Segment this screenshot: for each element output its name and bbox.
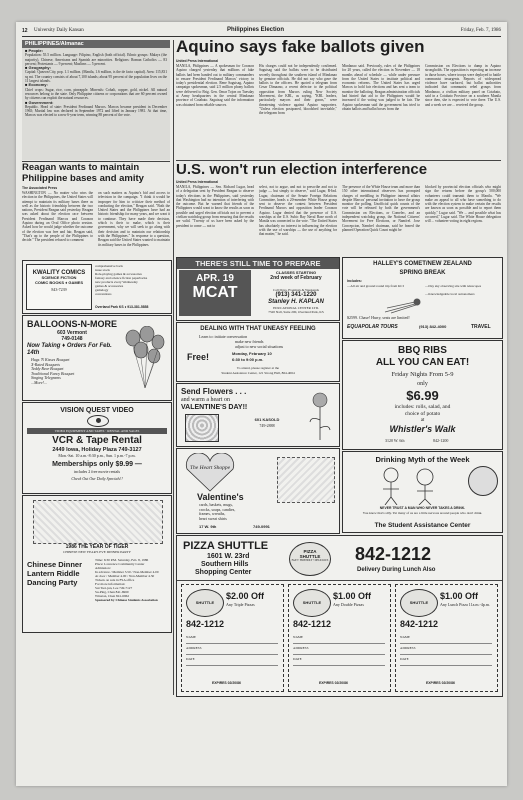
- coupon-price: $1.00 Off: [333, 591, 372, 601]
- balloons-item: Singing Telegrams: [31, 375, 61, 381]
- credit-reagan: The Associated Press: [22, 186, 58, 190]
- flowers-shop-address: 601 KASOLD: [254, 417, 280, 422]
- kwality-address: Overland Park KS ♦ 913-381-5858: [95, 305, 149, 309]
- pizza-logo-text: PIZZA: [303, 549, 317, 554]
- kwality-list-item: fantasy and science fiction paperbacks: [95, 276, 148, 280]
- coupon-phone: 842-1212: [293, 619, 332, 629]
- bbq-at: at: [420, 418, 425, 423]
- coupon-name-label: NAME: [400, 635, 410, 639]
- flowers-line-1: Send Flowers . . .: [181, 387, 247, 396]
- myth-caption: NEVER TRUST A MAN WHO NEVER TAKES A DRINK.: [379, 506, 466, 510]
- almanac-economy-heading: ■ Economy:: [25, 82, 48, 88]
- bbq-only: only: [417, 381, 428, 387]
- credit-aquino: United Press International: [176, 59, 219, 63]
- halley-includes: Includes:: [347, 279, 362, 283]
- vision-eye-icon: [87, 415, 109, 427]
- pizza-address-3: Shopping Center: [195, 569, 252, 576]
- credit-us: United Press International: [176, 180, 219, 184]
- pizza-phone: 842-1212: [355, 544, 432, 564]
- ad-kwality-comics: [22, 260, 172, 314]
- lantern-title-3: Dancing Party: [27, 578, 78, 587]
- balloon-bunch-icon: [123, 326, 167, 396]
- lantern-detail: At door / Member 4.00 / Non-Member 4.50: [95, 574, 155, 578]
- coupon-price: $1.00 Off: [440, 591, 479, 601]
- issue-date: Friday, Feb. 7, 1986: [460, 28, 501, 33]
- lantern-year: 1986 THE YEAR OF TIGER: [65, 544, 129, 550]
- aquino-col-2: His charges could not be independently confirmed. Saguisag said the ballots were to be distributed secretly throughout the southern island of Mindanao by genuine officials. He did not say who gave the ballots to the officers. He quoted a telegram from Cesar Dimaano, a recent defector to the political opposition from Marcos ruling New Society Movement, the KBL, as saying, "KBL leaders, particularly mayors and their goons," were threatening violence against Aquino supporters. "Unless election postponed, bloodshed inevitable," the telegram from: [259, 64, 337, 116]
- almanac-people: Population: 55.5 million. Language: Filipino, English (both official). Ethnic groups: Malays (the majority), Chinese, Americans and Spanish are minorities. Religions: Roman Catholics — 83 percent; Protestants — 9 percent; Muslims — 5 percent.: [25, 53, 167, 66]
- bbq-includes-2: choice of potato: [404, 411, 441, 417]
- lantern-title-2: Lantern Riddle: [27, 569, 80, 578]
- student-center-seal: [468, 466, 498, 496]
- pizza-address-2: Southern Hills: [201, 561, 249, 568]
- bbq-phone: 842-1200: [433, 438, 449, 443]
- almanac-government: Republic. Head of state: President Ferdinand Marcos. Marcos became president in December 1965; Martial law was declared in September 1972 and lifted in January 1981. At that time, Marcos was elected to a new 6-year term, winning 88 percent of the vote.: [25, 104, 167, 118]
- kaplan-phone: (913) 341-1220: [275, 292, 317, 298]
- balloons-tagline: Now Taking ♦ Orders For Feb. 14th: [27, 343, 112, 356]
- rose-icon: [305, 390, 335, 442]
- vision-hours: Mon.-Sat. 10 a.m.-8:30 p.m., Sun. 1 p.m.-7 p.m.: [58, 453, 136, 458]
- heart-shoppe-script: The Heart Shoppe: [189, 465, 231, 471]
- halley-title: HALLEY'S COMET/NEW ZEALAND: [373, 261, 472, 267]
- bbq-price: $6.99: [406, 388, 439, 403]
- kwality-list: [95, 264, 167, 296]
- uneasy-when: Monday, February 10: [232, 351, 272, 356]
- heart-item: crocks, soaps, candies,: [199, 506, 236, 512]
- newspaper-page: [16, 22, 507, 786]
- coupon-date-label: DATE: [400, 657, 409, 661]
- kaplan-test: MCAT: [192, 284, 238, 301]
- ad-vision-quest: [22, 402, 172, 494]
- coupon-expires: EXPIRES 02/20/86: [319, 681, 348, 685]
- heart-item: heart sweat shirts: [199, 515, 227, 521]
- pizza-logo-text: FAST • FRIENDLY • DELICIOUS: [291, 559, 329, 562]
- kwality-list-item: comprehensive back: [95, 264, 123, 268]
- kwality-phone: 843-7239: [51, 287, 67, 293]
- us-col-1: MANILA, Philippines — Sen. Richard Lugar, head of a delegation sent by President Reagan to observe today's elections in the Philippines, said yesterday that Washington had no intention of interfering with the outcome. But he warned that friends of the Philippines would want to know the results as soon as possible and urged election officials not to prevent a civilian watchdog group from ensuring that the results are valid. "Twenty of us have been asked by the president to come — not to: [176, 185, 254, 228]
- coupon-phone: 842-1212: [400, 619, 439, 629]
- coupon-address-label: ADDRESS: [400, 646, 416, 650]
- bbq-brand: Whistler's Walk: [389, 424, 456, 434]
- heart-title: Valentine's: [197, 492, 244, 502]
- uneasy-line-1: Learn to: initiate conversation: [199, 334, 248, 339]
- pizza-coupon-logo: [400, 589, 438, 617]
- kaplan-brand: Stanley H. KAPLAN: [268, 299, 324, 305]
- halley-subtitle: SPRING BREAK: [399, 270, 446, 276]
- kwality-list-item: new products every Wednesday: [95, 280, 138, 284]
- uneasy-free: Free!: [187, 352, 210, 362]
- balloons-address: 603 Vermont: [57, 330, 87, 336]
- coupon-name-label: NAME: [293, 635, 303, 639]
- pizza-logo-text: SHUTTLE: [195, 600, 215, 605]
- uneasy-title: DEALING WITH THAT UNEASY FEELING: [200, 326, 316, 332]
- heart-phone: 749-0991: [253, 524, 270, 529]
- coupon-address-label: ADDRESS: [293, 646, 309, 650]
- aquino-col-4: Commission on Elections to dump in Aquino strongholds. The opposition is expecting an increase in those boxes, where troops were deployed to battle communist insurgents. Reports of widespread violence have surfaced, but ballot authorities indicated that communist rebel groups from Mindanao, a civilian military panel on Cotabato, said in a Cotabato Province on a southern Manila since then, she is expected to vote there. The U.S. and a week we are ... received the group.: [425, 64, 501, 107]
- pizza-logo-text: SHUTTLE: [302, 600, 322, 605]
- ad-halleys-comet: [342, 257, 503, 339]
- pizza-delivery: Delivery During Lunch Also: [357, 567, 436, 573]
- lantern-detail: For more information:: [95, 582, 126, 586]
- masthead: [22, 28, 501, 37]
- gift-basket-illustration: [277, 457, 335, 503]
- vision-membership-note: includes 2 free movie rentals: [73, 469, 121, 474]
- balloons-name: BALLOONS-N-MORE: [27, 319, 117, 329]
- lantern-cn: CHINESE NEW YEAR'S EVE DINNER PARTY: [63, 550, 131, 554]
- kaplan-banner: THERE'S STILL TIME TO PREPARE: [177, 258, 339, 269]
- cartoon-figures-illustration: [363, 465, 463, 505]
- almanac-people-heading: ■ People:: [25, 48, 43, 53]
- halley-phone: (913) 842-4000: [419, 324, 447, 329]
- halley-include-2: —Day sky observing site with telescopes: [425, 284, 482, 288]
- coupon-date-label: DATE: [293, 657, 302, 661]
- tiger-illustration: [33, 500, 163, 544]
- section-title: Philippines Election: [227, 27, 285, 33]
- kaplan-brand-sub: EDUCATIONAL CENTER LTD.: [273, 306, 319, 310]
- ad-pizza-shuttle: [176, 535, 503, 697]
- ad-heart-shoppe: [176, 448, 340, 534]
- pizza-address-1: 1601 W. 23rd: [207, 553, 250, 560]
- heart-items: [199, 503, 235, 521]
- halley-include-3: —Knowledgeable local astronomers: [425, 292, 475, 296]
- balloons-item: Teddy Bear Bouquet: [31, 366, 64, 372]
- heart-item: cards, baskets, mugs,: [199, 502, 233, 507]
- vision-membership: Memberships only $9.99 —: [52, 461, 142, 468]
- pizza-coupon[interactable]: [288, 584, 391, 692]
- ad-kaplan-mcat: [176, 257, 340, 321]
- myth-center: The Student Assistance Center: [374, 522, 471, 529]
- coupon-desc: Any Triple Pizzas: [226, 602, 255, 607]
- kaplan-classes-week: 2nd week of February: [270, 275, 322, 281]
- kaplan-address: 7520 Nall, Suite 200, Overland Park, KS: [268, 310, 324, 314]
- bbq-includes: includes: rolls, salad, and: [394, 404, 451, 410]
- lantern-detail: Admission:: [95, 566, 111, 570]
- flower-bouquet-icon: [185, 414, 219, 442]
- balloons-item: Traditional Fancy Bouquet: [31, 370, 75, 376]
- vision-name: VISION QUEST VIDEO: [60, 407, 134, 414]
- vision-address: 2449 Iowa, Holiday Plaza 749-3127: [52, 447, 142, 453]
- ad-balloons-n-more: [22, 315, 172, 401]
- coupon-expires: EXPIRES 02/20/86: [426, 681, 455, 685]
- almanac-economy: Chief crops: Sugar, rice, corn, pineapple. Minerals: Cobalt, copper, gold, nickel. All natural resources belong to the state. Only Philippine citizens or corporations that are 60 percent owned by citizens can exploit the natural resources.: [25, 87, 167, 101]
- almanac-geography: Capital: Quezon City, pop. 1.1 million. (Manila, 1.6 million, is the de facto capital). Area: 115,831 sq mi. The country consists of about 7,100 islands; about 95 percent of the population lives on the 11 largest islands.: [25, 70, 167, 84]
- headline-aquino: Aquino says fake ballots given: [176, 37, 425, 56]
- kwality-list-item: Role-playing games & accessories: [95, 272, 142, 276]
- ad-send-flowers: [176, 383, 340, 447]
- coupon-name-label: NAME: [186, 635, 196, 639]
- almanac-box: [22, 40, 170, 160]
- uneasy-line-2: make new friends: [235, 339, 264, 344]
- pizza-coupon[interactable]: [181, 584, 284, 692]
- paper-name: University Daily Kansan: [34, 28, 84, 33]
- coupon-phone: 842-1212: [186, 619, 225, 629]
- reagan-col-1: WASHINGTON — No matter who wins the election in the Philippines, the United States will attempt to maintain its military bases there as well as the historic friendship between the two nations, President Reagan said yesterday. Reagan was asked about the election race between President Ferdinand Marcos and Corazon Aquino during an Oval Office photo session. Asked how he would judge whether the outcome of the election was free and fair, Reagan said, "That's up to the people of the Philippines to decide." The president refused to comment: [22, 191, 93, 243]
- lantern-detail: Winston, Chen 841-6962: [95, 594, 130, 598]
- heart-address: 17 W. 9th: [199, 524, 217, 529]
- kaplan-call: Call Days, Evenings & Weekends: [273, 288, 319, 292]
- halley-price: $2599. Chase! Hurry, seats are limited!: [347, 315, 410, 320]
- heart-icon: [183, 453, 237, 493]
- pizza-logo-text: SHUTTLE: [409, 600, 429, 605]
- lantern-detail: In advance / Member 3.50 / Non-Member 4.00: [95, 570, 159, 574]
- headline-reagan: Reagan wants to maintain Philippine bases and amity: [22, 162, 144, 184]
- pizza-coupon-logo: [186, 589, 224, 617]
- lantern-detail: Tickets on sale in FSA office: [95, 578, 135, 582]
- coupon-desc: Any Lunch Pizza 11a.m.-4p.m.: [440, 602, 490, 607]
- pizza-coupon[interactable]: [395, 584, 498, 692]
- kaplan-classes: CLASSES STARTING: [275, 270, 317, 275]
- balloons-item: Hugs 'N Kisses Bouquet: [31, 357, 70, 362]
- halley-include-1: —All air and ground round trip from KCI: [347, 284, 404, 288]
- coupon-address-label: ADDRESS: [186, 646, 202, 650]
- uneasy-time: 6:30 to 9:00 p.m.: [232, 357, 264, 362]
- kaplan-date: APR. 19: [196, 273, 234, 284]
- page-number: 12: [22, 28, 28, 34]
- kwality-list-item: games & accessories: [95, 284, 124, 288]
- vision-cta: Check Out Our Daily Specials!!: [71, 476, 123, 481]
- bbq-address: 3120 W. 6th: [385, 438, 405, 443]
- flowers-phone: 749-2888: [259, 423, 275, 428]
- lantern-title-1: Chinese Dinner: [27, 560, 83, 569]
- myth-caption-2: You know that's silly. Yet many of us are a little nervous around people who don't drink.: [362, 511, 483, 515]
- lantern-detail: Place: Lawrence Community Center: [95, 562, 145, 566]
- ad-bbq-ribs: [342, 340, 503, 450]
- reagan-col-2: on such matters as Aquino's bid and access to television in the campaign. "I think it would be improper for him to criticize their method of conducting the election," Reagan said. "Both the United States and the Philippines have had an historic friendship for many years, and we want it to continue. They have made their decision, which is their to make, which is their government, why we will seek to go along with their decision and to maintain our relationship with the Philippines." In response to a question, Reagan said the United States wanted to maintain its military bases in the Philippines.: [98, 191, 170, 247]
- kwality-list-item: conventions: [95, 292, 112, 296]
- uneasy-register-place: Student Assistance Center, 121 Strong Hall, 864-4064: [221, 371, 295, 375]
- halley-travel: TRAVEL: [471, 324, 491, 330]
- coupon-expires: EXPIRES 02/20/86: [212, 681, 241, 685]
- almanac-government-heading: ■ Government:: [25, 99, 54, 105]
- lantern-detail: Su-Ping, Chen 841-6960: [95, 590, 129, 594]
- balloons-item: ...More!...: [31, 379, 47, 385]
- vision-strip: VIDEO EQUIPMENT AND TAPES · RENTAL AND SALES: [27, 428, 167, 434]
- kwality-list-item: gamelogy: [95, 288, 109, 292]
- lantern-detail: Sui Tsoi-jun, Lee 749-7127: [95, 586, 133, 590]
- balloons-phone: 749-0148: [61, 336, 83, 342]
- ad-drinking-myth: [342, 451, 503, 533]
- ad-chinese-new-year: [22, 495, 172, 633]
- kwality-list-item: issue stock: [95, 268, 110, 272]
- heart-item: frames, wreaths,: [199, 511, 226, 517]
- flowers-line-2: and warm a heart on: [181, 397, 230, 403]
- lantern-details: [95, 558, 167, 602]
- coupon-price: $2.00 Off: [226, 591, 265, 601]
- almanac-title: PHILIPPINES/Almanac: [22, 40, 170, 48]
- coupon-desc: Any Double Pizzas: [333, 602, 364, 607]
- headline-us: U.S. won't run election interference: [176, 161, 428, 178]
- flowers-line-3: VALENTINE'S DAY!!: [181, 404, 248, 411]
- pizza-logo-text: SHUTTLE: [299, 554, 321, 559]
- almanac-geography-heading: ■ Geography:: [25, 65, 51, 71]
- vision-headline: VCR & Tape Rental: [52, 435, 142, 446]
- kwality-sub1: SCIENCE FICTION: [41, 275, 77, 280]
- myth-title: Drinking Myth of the Week: [375, 455, 470, 464]
- pizza-logo: [289, 542, 331, 576]
- balloons-items: [31, 358, 121, 386]
- halley-agency: EQUAPOLAR TOURS: [347, 324, 398, 330]
- balloons-item: X-Rated Bouquets: [31, 361, 60, 367]
- pizza-coupon-logo: [293, 589, 331, 617]
- us-col-3: The presence of the White House team and more than 150 other international observers has prompted charges of meddling in Philippine internal affairs despite Marcos' personal invitation to have the group monitor the polling. Unofficial quick counts of the vote will be released by both the government's Commission on Elections, or Comelec, and an independent watchdog group, the National Citizens' Movement for Free Elections, or Namfrel. Jose Concepcion, Namfrel chairman, said he feared the planned Operation Quick Count might be: [342, 185, 420, 232]
- lantern-detail: Sponsored by Chinese Students Association: [95, 598, 158, 602]
- bbq-when: Friday Nights From 5-9: [391, 371, 454, 378]
- us-col-2: select, not to argue, and not to prescribe and not to judge — but simply to observe," said Lugar, R-Ind. Lugar, chairman of the Senate Foreign Relations Committee, heads a 20-member White House group sent to observe the contest between President Ferdinand Marcos and opposition leader Corazon Aquino. Lugar denied that the presence of U.S. warships at the U.S. Subic Bay Naval Base north of Manila was connected to the vote. "The United States has absolutely no interest in influencing the election with the use of warships — the use of anything for that matter," he said.: [259, 185, 337, 237]
- uneasy-register: To attend, please register at the: [236, 366, 280, 370]
- pizza-brand: PIZZA SHUTTLE: [183, 540, 269, 552]
- aquino-col-1: MANILA, Philippines — A spokesman for Corazon Aquino charged yesterday that millions of fake ballots had been handed out to military commanders to ensure President Ferdinand Marcos' victory in today's presidential election. Rene Saguisag, Aquino campaign spokesman, said 2.5 million phony ballots were delivered to Brig. Gen. Omar Tojon on Tuesday at Army headquarters in the central Mindanao province of Cotabato. Saguisag said the information was obtained from reliable sources.: [176, 64, 254, 107]
- aquino-col-3: Mindanao said. Previously, rules of the Philippines for 20 years, called the election in November — 18 months ahead of schedule — while under pressure from the United States to institute political and economic reforms. The United States has urged Marcos to hold fair elections and has sent a team to monitor the balloting. Reagan administration officials had hinted that aid to the Philippines would be increased if the voting was judged to be fair. The Aquino spokesman said the government has tried to obtain ballots and ballot boxes from the: [342, 64, 420, 111]
- bbq-title-1: BBQ RIBS: [398, 345, 447, 356]
- coupon-date-label: DATE: [186, 657, 195, 661]
- comet-icon: [383, 296, 423, 314]
- us-col-4: blocked by provincial election officials who might sign the returns before the group's 500,000 volunteers could transmit them to Manila. "We make an appeal to all who have something to do with the election system to make certain the results are known as soon as possible and to report them quickly," Lugar said. "We ... and possible what has occurred," Lugar said. The White House delegation will ... volunteer voting in eight regions.: [425, 185, 501, 224]
- ad-uneasy-feeling: [176, 322, 340, 382]
- bbq-title-2: ALL YOU CAN EAT!: [375, 357, 470, 368]
- lantern-detail: Time: 6:30 P.M. Saturday, Feb. 8, 1986: [95, 558, 149, 562]
- kwality-sub2: COMIC BOOKS ♦ GAMES: [34, 279, 84, 285]
- uneasy-line-3: adjust to new social situations: [235, 344, 283, 349]
- kwality-name: KWALITY COMICS: [32, 270, 86, 276]
